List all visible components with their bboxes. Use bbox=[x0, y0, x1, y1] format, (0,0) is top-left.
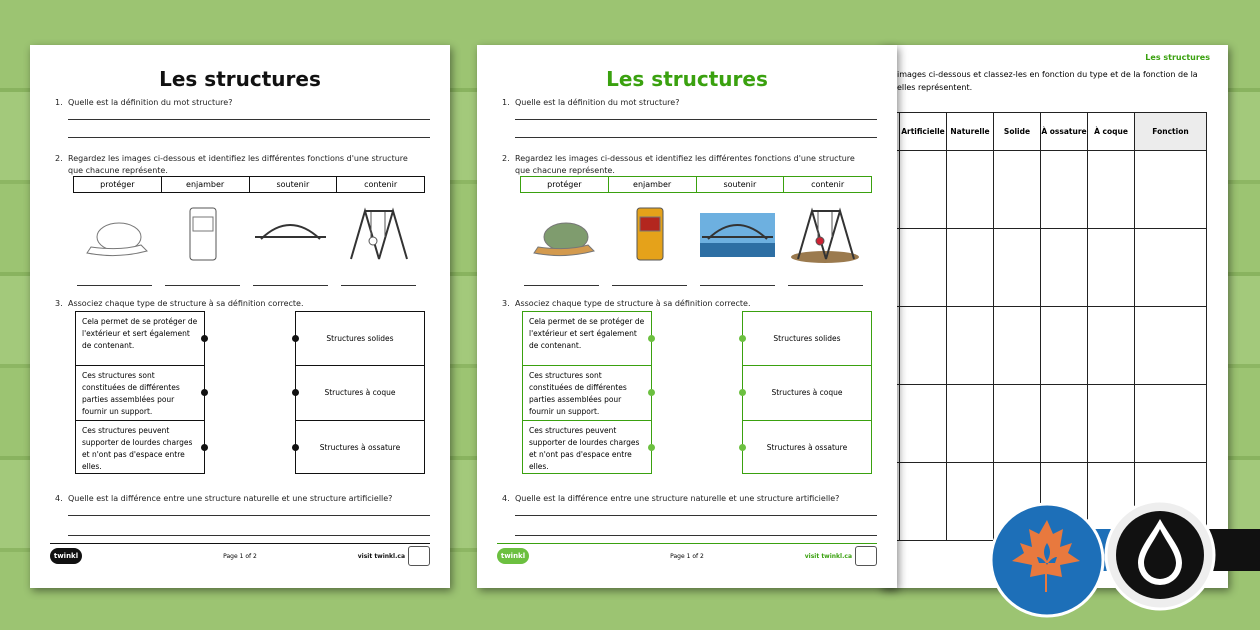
answer-line[interactable] bbox=[515, 535, 877, 536]
definition-text: Ces structures peuvent supporter de lourdes charges et n'ont pas d'espace entre elles. bbox=[529, 425, 640, 471]
soup-can-icon bbox=[165, 203, 240, 265]
table-row bbox=[896, 307, 1207, 385]
definition-cell bbox=[76, 366, 204, 420]
match-dot[interactable] bbox=[739, 389, 746, 396]
visit-link[interactable]: visit twinkl.ca bbox=[804, 553, 852, 560]
worksheet-page-color bbox=[477, 45, 897, 588]
word-2: soutenir bbox=[250, 177, 338, 192]
question-number: 3. bbox=[502, 299, 510, 308]
match-dot[interactable] bbox=[292, 389, 299, 396]
match-dot[interactable] bbox=[648, 389, 655, 396]
table-cell[interactable] bbox=[947, 229, 994, 307]
type-cell bbox=[743, 312, 871, 366]
question-text: Quelle est la différence entre une structure naturelle et une structure artificielle? bbox=[515, 494, 840, 503]
definitions-column bbox=[522, 311, 652, 474]
word-1: enjamber bbox=[162, 177, 250, 192]
definition-text: Ces structures peuvent supporter de lourdes charges et n'ont pas d'espace entre elles. bbox=[82, 425, 193, 471]
match-dot[interactable] bbox=[292, 335, 299, 342]
column-header: Solide bbox=[994, 113, 1041, 151]
image-answer-line[interactable] bbox=[253, 285, 328, 286]
snail-shell-icon bbox=[77, 203, 152, 265]
column-header: Naturelle bbox=[947, 113, 994, 151]
page-header: Les structures bbox=[1145, 53, 1210, 62]
swing-set-icon bbox=[341, 203, 416, 265]
type-text: Structures à coque bbox=[771, 387, 843, 397]
answer-line[interactable] bbox=[68, 119, 430, 120]
bridge-icon bbox=[253, 203, 328, 265]
instructions-line: elles représentent. bbox=[897, 83, 973, 92]
type-text: Structures à ossature bbox=[766, 442, 848, 452]
page-number: Page 1 of 2 bbox=[223, 553, 257, 560]
definition-cell bbox=[76, 312, 204, 366]
question-text: Regardez les images ci-dessous et identifiez les différentes fonctions d'une structure que chacune représente. bbox=[515, 154, 855, 175]
word-0: protéger bbox=[74, 177, 162, 192]
footer-line bbox=[50, 543, 430, 544]
answer-line[interactable] bbox=[68, 515, 430, 516]
table-cell[interactable] bbox=[1135, 307, 1207, 385]
table-cell[interactable] bbox=[1135, 385, 1207, 463]
instructions bbox=[897, 68, 1217, 94]
question-text: Regardez les images ci-dessous et identifiez les différentes fonctions d'une structure que chacune représente. bbox=[68, 154, 408, 175]
image-answer-line[interactable] bbox=[77, 285, 152, 286]
definition-text: Cela permet de se protéger de l'extérieur et sert également de contenant. bbox=[82, 317, 198, 350]
table-row bbox=[896, 229, 1207, 307]
match-dot[interactable] bbox=[648, 335, 655, 342]
table-cell[interactable] bbox=[947, 151, 994, 229]
page-title: Les structures bbox=[159, 67, 321, 91]
page-number: Page 1 of 2 bbox=[670, 553, 704, 560]
definition-text: Ces structures sont constituées de différentes parties assemblées pour fournir un support. bbox=[529, 371, 627, 417]
type-text: Structures à ossature bbox=[319, 442, 401, 452]
question-number: 3. bbox=[55, 299, 63, 308]
type-text: Structures solides bbox=[326, 333, 394, 343]
table-cell[interactable] bbox=[1088, 151, 1135, 229]
table-cell[interactable] bbox=[994, 385, 1041, 463]
match-dot[interactable] bbox=[292, 444, 299, 451]
question-number: 4. bbox=[55, 494, 63, 503]
quality-badge-icon bbox=[408, 546, 430, 566]
image-answer-line[interactable] bbox=[524, 285, 599, 286]
table-cell[interactable] bbox=[1041, 151, 1088, 229]
classification-table bbox=[895, 112, 1207, 541]
soup-can-icon bbox=[612, 203, 687, 265]
type-cell bbox=[743, 366, 871, 420]
worksheet-page-bw bbox=[30, 45, 450, 588]
question-text: Quelle est la définition du mot structure? bbox=[515, 98, 680, 107]
table-cell[interactable] bbox=[900, 229, 947, 307]
types-column bbox=[742, 311, 872, 474]
type-cell bbox=[743, 421, 871, 475]
image-answer-line[interactable] bbox=[612, 285, 687, 286]
table-cell[interactable] bbox=[1135, 151, 1207, 229]
definition-cell bbox=[523, 366, 651, 420]
column-header: Fonction bbox=[1135, 113, 1207, 151]
swing-set-icon bbox=[788, 203, 863, 265]
match-dot[interactable] bbox=[739, 335, 746, 342]
table-cell[interactable] bbox=[994, 151, 1041, 229]
question-text: Quelle est la définition du mot structure? bbox=[68, 98, 233, 107]
snail-shell-icon bbox=[524, 203, 599, 265]
column-header: Artificielle bbox=[900, 113, 947, 151]
answer-line[interactable] bbox=[515, 137, 877, 138]
match-dot[interactable] bbox=[648, 444, 655, 451]
word-1: enjamber bbox=[609, 177, 697, 192]
word-3: contenir bbox=[364, 180, 398, 189]
page-title: Les structures bbox=[606, 67, 768, 91]
answer-line[interactable] bbox=[515, 119, 877, 120]
question-text: Quelle est la différence entre une structure naturelle et une structure artificielle? bbox=[68, 494, 393, 503]
definition-cell bbox=[523, 421, 651, 475]
image-answer-line[interactable] bbox=[165, 285, 240, 286]
table-cell[interactable] bbox=[1041, 307, 1088, 385]
table-cell[interactable] bbox=[994, 307, 1041, 385]
table-cell[interactable] bbox=[1041, 229, 1088, 307]
answer-line[interactable] bbox=[515, 515, 877, 516]
match-dot[interactable] bbox=[201, 444, 208, 451]
column-header: À ossature bbox=[1041, 113, 1088, 151]
table-cell[interactable] bbox=[1041, 385, 1088, 463]
table-row bbox=[896, 151, 1207, 229]
definitions-column bbox=[75, 311, 205, 474]
bridge-icon bbox=[700, 203, 775, 265]
match-dot[interactable] bbox=[201, 335, 208, 342]
function-word-bank bbox=[520, 176, 872, 193]
table-row bbox=[896, 385, 1207, 463]
definition-text: Ces structures sont constituées de différentes parties assemblées pour fournir un support. bbox=[82, 371, 180, 417]
quality-badge-icon bbox=[855, 546, 877, 566]
word-3: contenir bbox=[811, 180, 845, 189]
column-header: À coque bbox=[1088, 113, 1135, 151]
question-text: Associez chaque type de structure à sa définition correcte. bbox=[515, 299, 751, 308]
types-column bbox=[295, 311, 425, 474]
word-2: soutenir bbox=[697, 177, 785, 192]
type-text: Structures à coque bbox=[324, 387, 396, 397]
image-answer-line[interactable] bbox=[788, 285, 863, 286]
table-cell[interactable] bbox=[900, 385, 947, 463]
type-text: Structures solides bbox=[773, 333, 841, 343]
instructions-line: images ci-dessous et classez-les en fonction du type et de la fonction de la bbox=[897, 70, 1198, 79]
table-cell[interactable] bbox=[1088, 385, 1135, 463]
type-cell bbox=[296, 312, 424, 366]
image-answer-line[interactable] bbox=[341, 285, 416, 286]
type-cell bbox=[296, 366, 424, 420]
answer-line[interactable] bbox=[68, 535, 430, 536]
definition-text: Cela permet de se protéger de l'extérieur et sert également de contenant. bbox=[529, 317, 645, 350]
table-cell[interactable] bbox=[900, 307, 947, 385]
answer-line[interactable] bbox=[68, 137, 430, 138]
match-dot[interactable] bbox=[201, 389, 208, 396]
image-answer-line[interactable] bbox=[700, 285, 775, 286]
definition-cell bbox=[523, 312, 651, 366]
badges bbox=[985, 495, 1260, 630]
twinkl-logo[interactable]: twinkl bbox=[50, 548, 82, 564]
definition-cell bbox=[76, 421, 204, 475]
type-cell bbox=[296, 421, 424, 475]
question-number: 1. bbox=[502, 98, 510, 107]
function-word-bank bbox=[73, 176, 425, 193]
twinkl-logo[interactable]: twinkl bbox=[497, 548, 529, 564]
table-cell[interactable] bbox=[1088, 307, 1135, 385]
question-text: Associez chaque type de structure à sa définition correcte. bbox=[68, 299, 304, 308]
table-cell[interactable] bbox=[947, 385, 994, 463]
table-cell[interactable] bbox=[994, 229, 1041, 307]
table-cell[interactable] bbox=[1088, 229, 1135, 307]
footer-line bbox=[497, 543, 877, 544]
question-number: 4. bbox=[502, 494, 510, 503]
question-number: 1. bbox=[55, 98, 63, 107]
question-number: 2. bbox=[502, 154, 510, 163]
word-0: protéger bbox=[521, 177, 609, 192]
visit-link[interactable]: visit twinkl.ca bbox=[357, 553, 405, 560]
table-cell[interactable] bbox=[900, 151, 947, 229]
question-number: 2. bbox=[55, 154, 63, 163]
table-cell[interactable] bbox=[1135, 229, 1207, 307]
table-cell[interactable] bbox=[900, 463, 947, 541]
match-dot[interactable] bbox=[739, 444, 746, 451]
table-cell[interactable] bbox=[947, 307, 994, 385]
